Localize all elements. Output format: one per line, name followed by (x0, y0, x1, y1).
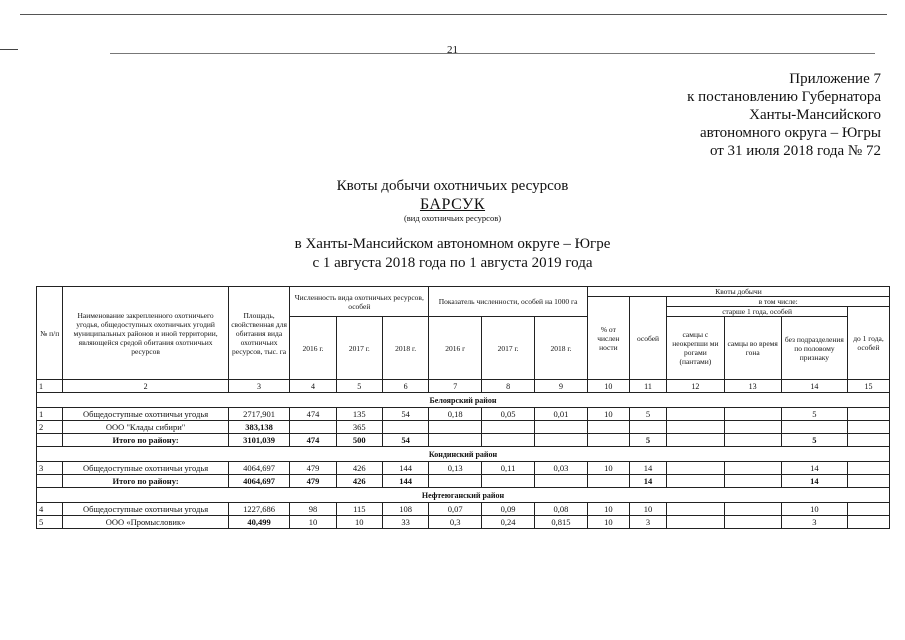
table-row (37, 408, 890, 421)
total-pct (587, 475, 629, 488)
total-pop-2016: 474 (290, 434, 336, 447)
row-pop-2016: 474 (290, 408, 336, 421)
district-row (37, 447, 890, 462)
col-num: 11 (629, 380, 666, 393)
row-under1 (847, 462, 889, 475)
col-num: 9 (535, 380, 588, 393)
table-row (37, 503, 890, 516)
row-individuals: 14 (629, 462, 666, 475)
row-no-sex: 10 (781, 503, 847, 516)
header-num: № п/п (37, 287, 63, 380)
total-individuals: 14 (629, 475, 666, 488)
total-males-rut (724, 434, 781, 447)
header-quota: Квоты добычи (587, 287, 889, 297)
row-males-rut (724, 503, 781, 516)
district-name: Кондинский район (37, 447, 890, 462)
total-no-sex: 5 (781, 434, 847, 447)
row-under1 (847, 408, 889, 421)
row-individuals: 10 (629, 503, 666, 516)
page-number: 21 (447, 44, 458, 56)
total-pop-2018: 54 (382, 434, 428, 447)
header-no-sex: без подразделения по половому признаку (781, 317, 847, 380)
col-num: 2 (63, 380, 228, 393)
row-pop-2017: 10 (336, 516, 382, 529)
total-under1 (847, 434, 889, 447)
total-pop-2018: 144 (382, 475, 428, 488)
total-num-cell (37, 434, 63, 447)
row-density-2017 (482, 421, 535, 434)
document-title: Квоты добычи охотничьих ресурсов (336, 178, 569, 194)
row-name: Общедоступные охотничьи угодья (63, 503, 228, 516)
col-num: 14 (781, 380, 847, 393)
header-density-2016: 2016 г (429, 317, 482, 380)
top-border-line (20, 14, 887, 15)
header-pct: % от числен ности (587, 297, 629, 380)
total-pop-2017: 426 (336, 475, 382, 488)
table-row (37, 516, 890, 529)
row-pop-2018: 33 (382, 516, 428, 529)
row-density-2018: 0,03 (535, 462, 588, 475)
header-males-rut: самцы во время гона (724, 317, 781, 380)
row-area: 40,499 (228, 516, 290, 529)
row-pop-2016: 479 (290, 462, 336, 475)
total-num-cell (37, 475, 63, 488)
row-no-sex: 5 (781, 408, 847, 421)
row-no-sex: 14 (781, 462, 847, 475)
row-name: Общедоступные охотничьи угодья (63, 408, 228, 421)
row-num: 5 (37, 516, 63, 529)
total-males-rut (724, 475, 781, 488)
row-num: 3 (37, 462, 63, 475)
col-num: 1 (37, 380, 63, 393)
row-males-unossified (667, 503, 724, 516)
col-num: 7 (429, 380, 482, 393)
district-total-row (37, 475, 890, 488)
row-pop-2018: 144 (382, 462, 428, 475)
row-males-unossified (667, 516, 724, 529)
table-row (37, 462, 890, 475)
species-note: (вид охотничьих ресурсов) (403, 213, 502, 223)
total-no-sex: 14 (781, 475, 847, 488)
total-pop-2016: 479 (290, 475, 336, 488)
header-including: в том числе: (667, 297, 890, 307)
total-males-unossified (667, 475, 724, 488)
row-under1 (847, 516, 889, 529)
row-density-2016: 0,18 (429, 408, 482, 421)
header-name: Наименование закрепленного охотничьего угодья, общедоступных охотничьих угодий муниципальных районов и иной территории, являющейся средой обитания охотничьих ресурсов (63, 287, 228, 380)
row-pct: 10 (587, 516, 629, 529)
row-no-sex: 3 (781, 516, 847, 529)
row-name: ООО «Промысловик» (63, 516, 228, 529)
appendix-line-5: от 31 июля 2018 года № 72 (709, 143, 881, 159)
total-density-2016 (429, 434, 482, 447)
row-males-unossified (667, 408, 724, 421)
row-density-2018: 0,08 (535, 503, 588, 516)
total-density-2017 (482, 434, 535, 447)
row-males-unossified (667, 462, 724, 475)
col-num: 4 (290, 380, 336, 393)
column-number-row (37, 380, 890, 393)
total-pct (587, 434, 629, 447)
header-pop-2017: 2017 г. (336, 317, 382, 380)
header-pop-2018: 2018 г. (382, 317, 428, 380)
total-density-2016 (429, 475, 482, 488)
col-num: 13 (724, 380, 781, 393)
header-density: Показатель численности, особей на 1000 га (429, 287, 588, 317)
row-name: ООО "Клады сибири" (63, 421, 228, 434)
appendix-line-4: автономного округа – Югры (699, 125, 881, 141)
header-density-2017: 2017 г. (482, 317, 535, 380)
district-name: Белоярский район (37, 393, 890, 408)
row-males-rut (724, 516, 781, 529)
row-pop-2016: 98 (290, 503, 336, 516)
row-pop-2018: 108 (382, 503, 428, 516)
row-pop-2018: 54 (382, 408, 428, 421)
district-name: Нефтеюганский район (37, 488, 890, 503)
row-area: 2717,901 (228, 408, 290, 421)
row-pct: 10 (587, 503, 629, 516)
row-density-2018: 0,815 (535, 516, 588, 529)
row-area: 4064,697 (228, 462, 290, 475)
row-pop-2017: 135 (336, 408, 382, 421)
appendix-line-3: Ханты-Мансийского (749, 107, 881, 123)
total-density-2017 (482, 475, 535, 488)
total-density-2018 (535, 434, 588, 447)
row-pop-2017: 115 (336, 503, 382, 516)
row-no-sex (781, 421, 847, 434)
header-pop-2016: 2016 г. (290, 317, 336, 380)
row-density-2016: 0,07 (429, 503, 482, 516)
total-pop-2017: 500 (336, 434, 382, 447)
row-pop-2016 (290, 421, 336, 434)
quota-table (36, 286, 890, 529)
row-density-2016: 0,13 (429, 462, 482, 475)
row-pct (587, 421, 629, 434)
col-num: 10 (587, 380, 629, 393)
row-pop-2016: 10 (290, 516, 336, 529)
total-males-unossified (667, 434, 724, 447)
row-density-2017: 0,05 (482, 408, 535, 421)
header-under1: до 1 года, особей (847, 307, 889, 380)
header-individuals: особей (629, 297, 666, 380)
district-row (37, 488, 890, 503)
col-num: 15 (847, 380, 889, 393)
row-individuals: 3 (629, 516, 666, 529)
row-under1 (847, 421, 889, 434)
species-name: БАРСУК (419, 196, 486, 213)
row-pop-2017: 426 (336, 462, 382, 475)
appendix-line-2: к постановлению Губернатора (687, 89, 881, 105)
header-males-unossified: самцы с неокрепши ми рогами (пантами) (667, 317, 724, 380)
appendix-line-1: Приложение 7 (789, 71, 881, 87)
row-density-2017: 0,09 (482, 503, 535, 516)
row-density-2018: 0,01 (535, 408, 588, 421)
total-density-2018 (535, 475, 588, 488)
row-num: 4 (37, 503, 63, 516)
district-row (37, 393, 890, 408)
row-males-rut (724, 421, 781, 434)
header-older: старше 1 года, особей (667, 307, 848, 317)
row-pop-2018 (382, 421, 428, 434)
total-label: Итого по району: (63, 475, 228, 488)
total-individuals: 5 (629, 434, 666, 447)
header-density-2018: 2018 г. (535, 317, 588, 380)
row-num: 1 (37, 408, 63, 421)
total-under1 (847, 475, 889, 488)
row-density-2016 (429, 421, 482, 434)
total-area: 3101,039 (228, 434, 290, 447)
row-pop-2017: 365 (336, 421, 382, 434)
row-density-2016: 0,3 (429, 516, 482, 529)
row-pct: 10 (587, 408, 629, 421)
total-label: Итого по району: (63, 434, 228, 447)
row-males-rut (724, 408, 781, 421)
district-total-row (37, 434, 890, 447)
row-pct: 10 (587, 462, 629, 475)
table-row (37, 421, 890, 434)
col-num: 5 (336, 380, 382, 393)
row-name: Общедоступные охотничьи угодья (63, 462, 228, 475)
total-area: 4064,697 (228, 475, 290, 488)
row-area: 383,138 (228, 421, 290, 434)
col-num: 12 (667, 380, 724, 393)
region-line: в Ханты-Мансийском автономном округе – Югре (294, 236, 611, 252)
header-area: Площадь, свойственная для обитания вида охотничьих ресурсов, тыс. га (228, 287, 290, 380)
row-num: 2 (37, 421, 63, 434)
col-num: 8 (482, 380, 535, 393)
col-num: 3 (228, 380, 290, 393)
col-num: 6 (382, 380, 428, 393)
row-individuals: 5 (629, 408, 666, 421)
row-area: 1227,686 (228, 503, 290, 516)
row-males-unossified (667, 421, 724, 434)
row-density-2017: 0,24 (482, 516, 535, 529)
row-under1 (847, 503, 889, 516)
row-density-2018 (535, 421, 588, 434)
row-males-rut (724, 462, 781, 475)
row-density-2017: 0,11 (482, 462, 535, 475)
header-population: Численность вида охотничьих ресурсов, особей (290, 287, 429, 317)
row-individuals (629, 421, 666, 434)
period-line: с 1 августа 2018 года по 1 августа 2019 года (312, 255, 593, 271)
appendix-block (687, 70, 881, 160)
